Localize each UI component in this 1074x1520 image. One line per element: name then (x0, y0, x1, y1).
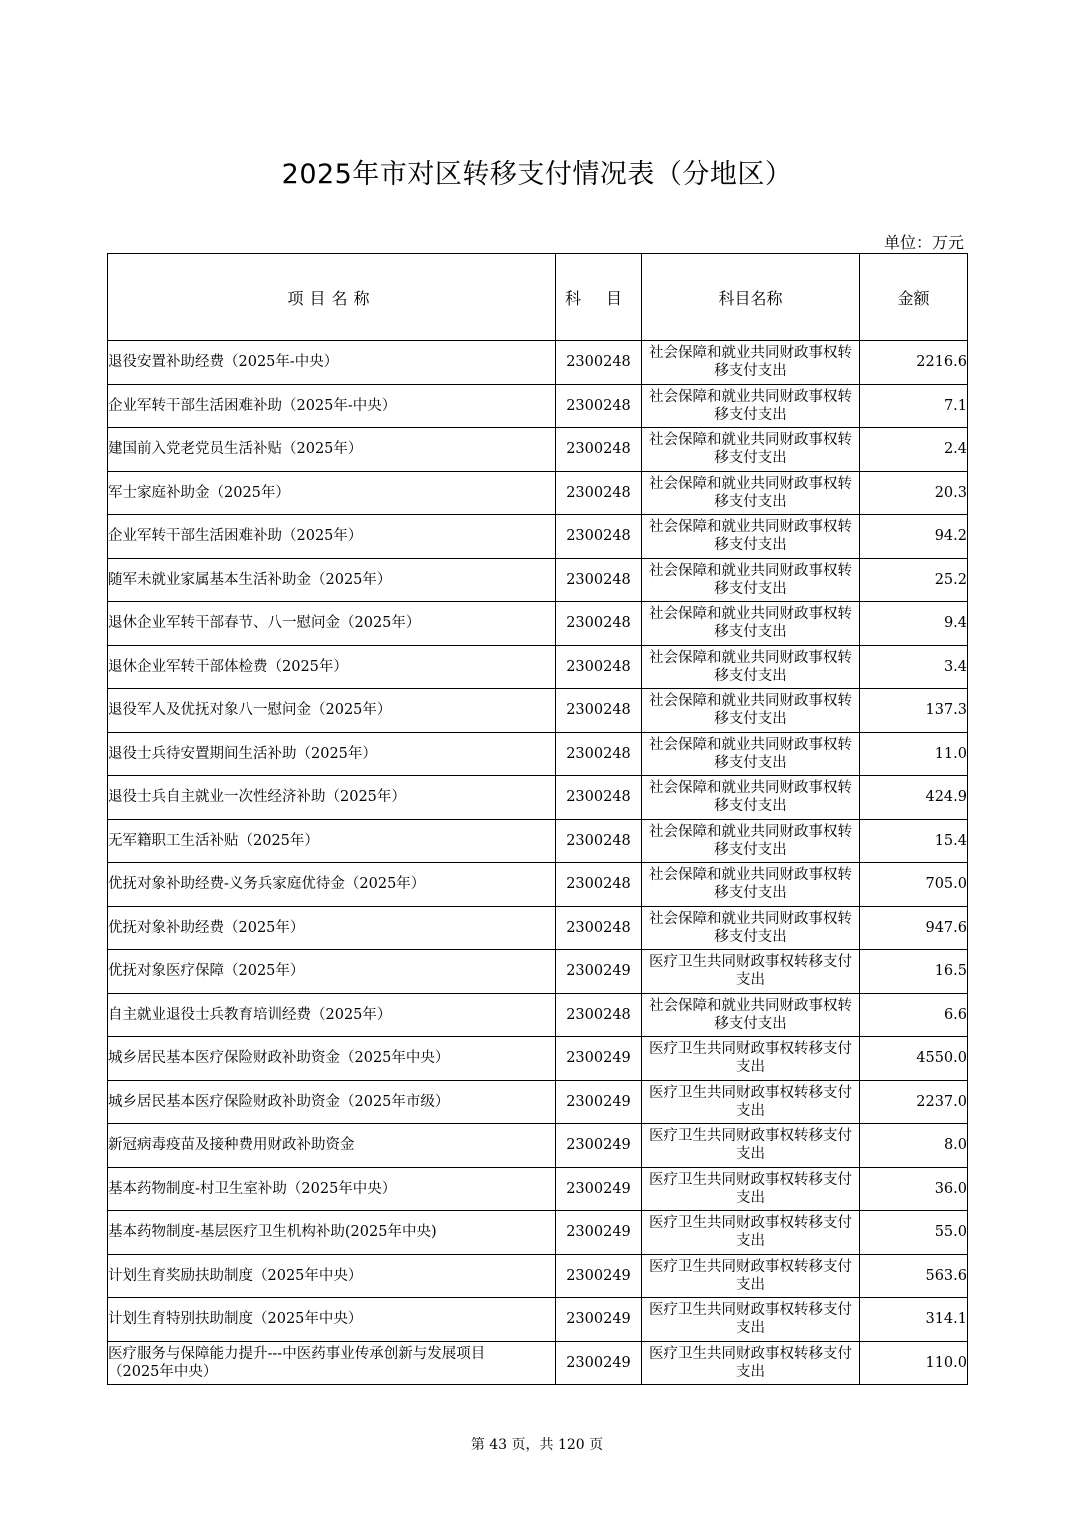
subject-name: 医疗卫生共同财政事权转移支付支出 (642, 1211, 860, 1255)
subject-name: 社会保障和就业共同财政事权转移支付支出 (642, 384, 860, 428)
subject-name: 医疗卫生共同财政事权转移支付支出 (642, 1037, 860, 1081)
amount: 4550.0 (860, 1037, 968, 1081)
amount: 15.4 (860, 819, 968, 863)
table-row (108, 602, 968, 646)
subject-code: 2300248 (556, 732, 642, 776)
amount: 7.1 (860, 384, 968, 428)
subject-name: 社会保障和就业共同财政事权转移支付支出 (642, 776, 860, 820)
project-name: 新冠病毒疫苗及接种费用财政补助资金 (108, 1124, 556, 1168)
subject-code: 2300248 (556, 689, 642, 733)
amount: 2.4 (860, 428, 968, 472)
project-name: 随军未就业家属基本生活补助金（2025年） (108, 558, 556, 602)
subject-name: 社会保障和就业共同财政事权转移支付支出 (642, 515, 860, 559)
page-footer: 第 43 页，共 120 页 (470, 1437, 604, 1453)
header-amount: 金额 (860, 254, 968, 341)
subject-name: 医疗卫生共同财政事权转移支付支出 (642, 1080, 860, 1124)
project-name: 军士家庭补助金（2025年） (108, 471, 556, 515)
subject-code: 2300248 (556, 471, 642, 515)
subject-name: 医疗卫生共同财政事权转移支付支出 (642, 1167, 860, 1211)
table-row (108, 1124, 968, 1168)
amount: 2216.6 (860, 341, 968, 385)
subject-code: 2300249 (556, 1254, 642, 1298)
table-row (108, 515, 968, 559)
amount: 3.4 (860, 645, 968, 689)
project-name: 企业军转干部生活困难补助（2025年-中央） (108, 384, 556, 428)
unit-label: 单位：万元 (883, 233, 964, 252)
project-name: 无军籍职工生活补贴（2025年） (108, 819, 556, 863)
amount: 55.0 (860, 1211, 968, 1255)
table-row (108, 1341, 968, 1385)
project-name-line-1: 医疗服务与保障能力提升---中医药事业传承创新与发展项目 (108, 1345, 486, 1362)
amount: 36.0 (860, 1167, 968, 1211)
table-row (108, 471, 968, 515)
amount: 137.3 (860, 689, 968, 733)
subject-code: 2300248 (556, 341, 642, 385)
subject-code: 2300248 (556, 906, 642, 950)
table-row (108, 776, 968, 820)
project-name: 建国前入党老党员生活补贴（2025年） (108, 428, 556, 472)
subject-name: 医疗卫生共同财政事权转移支付支出 (642, 1298, 860, 1342)
subject-name: 医疗卫生共同财政事权转移支付支出 (642, 1124, 860, 1168)
subject-code: 2300248 (556, 863, 642, 907)
amount: 110.0 (860, 1341, 968, 1385)
project-name: 优抚对象补助经费-义务兵家庭优待金（2025年） (108, 863, 556, 907)
table-row (108, 1211, 968, 1255)
subject-code: 2300248 (556, 776, 642, 820)
amount: 947.6 (860, 906, 968, 950)
table-row (108, 428, 968, 472)
subject-code: 2300249 (556, 1341, 642, 1385)
project-name: 优抚对象补助经费（2025年） (108, 906, 556, 950)
project-name: 退役军人及优抚对象八一慰问金（2025年） (108, 689, 556, 733)
project-name: 城乡居民基本医疗保险财政补助资金（2025年市级） (108, 1080, 556, 1124)
subject-name: 社会保障和就业共同财政事权转移支付支出 (642, 906, 860, 950)
subject-code: 2300249 (556, 1080, 642, 1124)
amount: 424.9 (860, 776, 968, 820)
project-name: 计划生育奖励扶助制度（2025年中央） (108, 1254, 556, 1298)
amount: 6.6 (860, 993, 968, 1037)
subject-code: 2300248 (556, 645, 642, 689)
project-name (108, 1341, 556, 1385)
subject-code: 2300249 (556, 1211, 642, 1255)
table-row (108, 1037, 968, 1081)
amount: 94.2 (860, 515, 968, 559)
table-row (108, 1254, 968, 1298)
subject-code: 2300248 (556, 993, 642, 1037)
project-name: 基本药物制度-基层医疗卫生机构补助(2025年中央) (108, 1211, 556, 1255)
project-name: 计划生育特别扶助制度（2025年中央） (108, 1298, 556, 1342)
subject-code: 2300248 (556, 558, 642, 602)
subject-name: 医疗卫生共同财政事权转移支付支出 (642, 1254, 860, 1298)
table-row (108, 384, 968, 428)
subject-name: 医疗卫生共同财政事权转移支付支出 (642, 1341, 860, 1385)
table-row (108, 1080, 968, 1124)
subject-code: 2300249 (556, 1298, 642, 1342)
table-row (108, 1167, 968, 1211)
amount: 9.4 (860, 602, 968, 646)
project-name: 退休企业军转干部体检费（2025年） (108, 645, 556, 689)
amount: 8.0 (860, 1124, 968, 1168)
project-name: 企业军转干部生活困难补助（2025年） (108, 515, 556, 559)
subject-code: 2300248 (556, 515, 642, 559)
project-name: 基本药物制度-村卫生室补助（2025年中央） (108, 1167, 556, 1211)
table-row (108, 645, 968, 689)
header-project-name: 项目名称 (108, 254, 556, 341)
amount: 20.3 (860, 471, 968, 515)
transfer-payment-table (107, 253, 968, 1385)
project-name-line-2: （2025年中央） (108, 1363, 218, 1380)
subject-code: 2300249 (556, 1124, 642, 1168)
subject-name: 社会保障和就业共同财政事权转移支付支出 (642, 428, 860, 472)
subject-code: 2300249 (556, 1037, 642, 1081)
project-name: 退休企业军转干部春节、八一慰问金（2025年） (108, 602, 556, 646)
subject-name: 社会保障和就业共同财政事权转移支付支出 (642, 602, 860, 646)
subject-code: 2300249 (556, 1167, 642, 1211)
table-row (108, 1298, 968, 1342)
header-subject-code: 科 目 (556, 254, 642, 341)
table-row (108, 863, 968, 907)
subject-name: 医疗卫生共同财政事权转移支付支出 (642, 950, 860, 994)
amount: 563.6 (860, 1254, 968, 1298)
subject-code: 2300248 (556, 428, 642, 472)
table-row (108, 732, 968, 776)
subject-code: 2300248 (556, 819, 642, 863)
subject-code: 2300248 (556, 384, 642, 428)
subject-name: 社会保障和就业共同财政事权转移支付支出 (642, 732, 860, 776)
subject-name: 社会保障和就业共同财政事权转移支付支出 (642, 341, 860, 385)
table-row (108, 993, 968, 1037)
project-name: 优抚对象医疗保障（2025年） (108, 950, 556, 994)
amount: 25.2 (860, 558, 968, 602)
project-name: 退役士兵待安置期间生活补助（2025年） (108, 732, 556, 776)
table-row (108, 558, 968, 602)
project-name: 自主就业退役士兵教育培训经费（2025年） (108, 993, 556, 1037)
subject-name: 社会保障和就业共同财政事权转移支付支出 (642, 471, 860, 515)
table-row (108, 950, 968, 994)
subject-name: 社会保障和就业共同财政事权转移支付支出 (642, 558, 860, 602)
project-name: 退役士兵自主就业一次性经济补助（2025年） (108, 776, 556, 820)
table-row (108, 341, 968, 385)
subject-name: 社会保障和就业共同财政事权转移支付支出 (642, 863, 860, 907)
amount: 16.5 (860, 950, 968, 994)
subject-code: 2300249 (556, 950, 642, 994)
table-header-row (108, 254, 968, 341)
amount: 2237.0 (860, 1080, 968, 1124)
page-title: 2025年市对区转移支付情况表（分地区） (281, 159, 793, 190)
subject-name: 社会保障和就业共同财政事权转移支付支出 (642, 993, 860, 1037)
project-name: 城乡居民基本医疗保险财政补助资金（2025年中央） (108, 1037, 556, 1081)
project-name: 退役安置补助经费（2025年-中央） (108, 341, 556, 385)
subject-code: 2300248 (556, 602, 642, 646)
amount: 11.0 (860, 732, 968, 776)
table-row (108, 689, 968, 733)
table-row (108, 819, 968, 863)
subject-name: 社会保障和就业共同财政事权转移支付支出 (642, 819, 860, 863)
amount: 314.1 (860, 1298, 968, 1342)
subject-name: 社会保障和就业共同财政事权转移支付支出 (642, 645, 860, 689)
subject-name: 社会保障和就业共同财政事权转移支付支出 (642, 689, 860, 733)
table-row (108, 906, 968, 950)
amount: 705.0 (860, 863, 968, 907)
header-subject-name: 科目名称 (642, 254, 860, 341)
